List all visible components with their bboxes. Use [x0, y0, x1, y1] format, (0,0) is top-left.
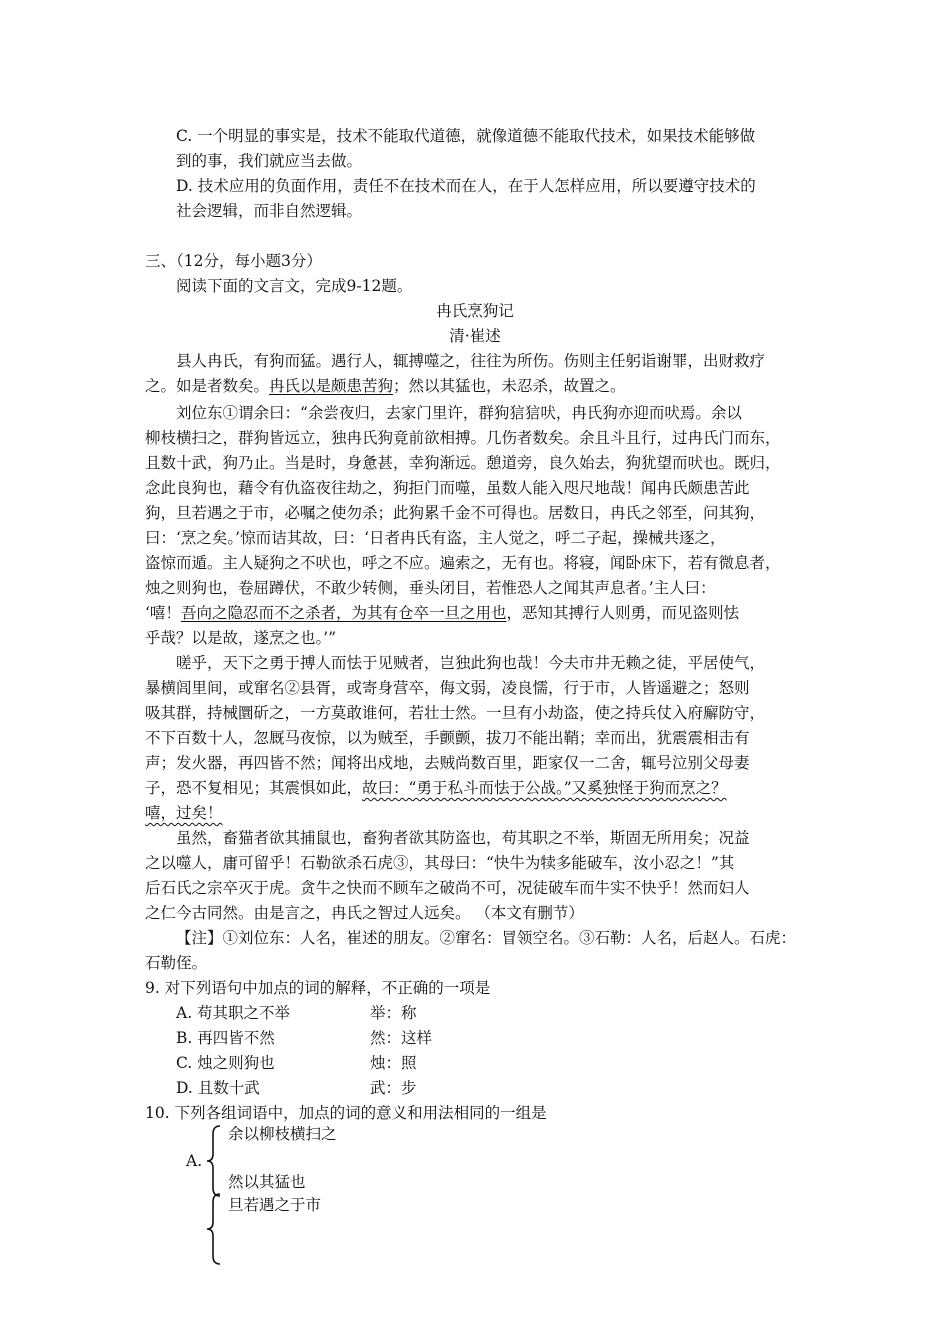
passage-line: 曰：‘烹之矣。’惊而诘其故，曰：‘日者冉氏有盗，主人觉之，呼二子起，操械共逐之，: [145, 529, 726, 547]
passage-line: 暴横闾里间，或窜名②县胥，或寄身营卒，侮文弱，凌良懦，行于市，人皆遥避之；怒则: [145, 679, 750, 697]
passage-line: 念此良狗也，藉令有仇盗夜往劫之，狗拒门而噬，虽数人能入咫尺地哉！闻冉氏颇患苦此: [145, 479, 750, 497]
footnote-line: 石勒侄。: [145, 954, 208, 972]
choice-c-line2: 到的事，我们就应当去做。: [176, 152, 363, 170]
passage-title: 冉氏烹狗记: [436, 302, 514, 320]
option-gloss: 烛：照: [370, 1054, 417, 1072]
passage-text: ，恶知其搏行人则勇，而见盗则怯: [506, 604, 739, 622]
wavy-underlined-sentence: 故曰：“勇于私斗而怯于公战。”又奚独怪于狗而烹之？: [362, 779, 727, 797]
option-gloss: 武：步: [370, 1079, 417, 1097]
passage-line: [145, 602, 739, 624]
option-gloss: 举：称: [370, 1004, 417, 1022]
question-10-a-top: 余以柳枝横扫之: [228, 1125, 337, 1143]
passage-line: 后石氏之宗卒灭于虎。贪牛之快而不顾车之破尚不可，况徒破车而牛实不快乎！然而妇人: [145, 879, 750, 897]
passage-line: 嗟乎，天下之勇于搏人而怯于见贼者，岂独此狗也哉！今夫市井无赖之徒，平居使气，: [176, 654, 766, 672]
passage-text: ；然以其猛也，未忍杀，故置之。: [393, 377, 626, 395]
option-sentence: A. 苟其职之不举: [176, 1004, 291, 1022]
option-sentence: D. 且数十武: [176, 1079, 260, 1097]
passage-line: 不下百数十人，忽厩马夜惊，以为贼至，手颤颤，拔刀不能出鞘；幸而出，犹震震相击有: [145, 729, 750, 747]
section-heading: 三、（12分，每小题3分）: [145, 252, 322, 270]
passage-line: 柳枝横扫之，群狗皆远立，独冉氏狗竟前欲相搏。几伤者数矣。余且斗且行，过冉氏门而东，: [145, 429, 781, 447]
passage-text: 之。如是者数矣。: [145, 377, 270, 395]
question-10-b-top: 旦若遇之于市: [228, 1196, 322, 1214]
passage-line: 吸其群，持械圜斫之，一方莫敢谁何，若壮士然。一旦有小劫盗，使之持兵仗入府廨防守，: [145, 704, 766, 722]
passage-line: 烛之则狗也，卷屈蹲伏，不敢少转侧，垂头闭目，若惟恐人之闻其声息者。’主人曰：: [145, 579, 716, 597]
choice-c-line1: C. 一个明显的事实是，技术不能取代道德，就像道德不能取代技术，如果技术能够做: [176, 127, 756, 145]
passage-line: 且数十武，狗乃止。当是时，身惫甚，幸狗渐远。憩道旁，良久始去，狗犹望而吠也。既归，: [145, 454, 781, 472]
underlined-sentence: 冉氏以是颇患苦狗: [269, 377, 394, 395]
question-10-a-bottom: 然以其猛也: [228, 1173, 306, 1191]
option-gloss: 然：这样: [370, 1029, 433, 1047]
passage-line: [145, 375, 626, 397]
passage-author: 清·崔述: [449, 327, 501, 345]
choice-d-line2: 社会逻辑，而非自然逻辑。: [176, 202, 363, 220]
wavy-underlined-sentence: 嘻，过矣！: [145, 804, 223, 822]
question-9-stem: 9. 对下列语句中加点的词的解释，不正确的一项是: [145, 979, 491, 997]
passage-line: 之以噬人，庸可留乎！石勒欲杀石虎③，其母曰：“快牛为犊多能破车，汝小忍之！”其: [145, 854, 735, 872]
passage-text: ‘嘻！: [145, 604, 181, 622]
underlined-sentence: 吾向之隐忍而不之杀者，为其有仓卒一旦之用也: [180, 604, 507, 622]
passage-line: 狗，旦若遇之于市，必嘱之使勿杀；此狗累千金不可得也。居数日，冉氏之邻至，问其狗，: [145, 504, 766, 522]
question-10-stem: 10. 下列各组词语中，加点的词的意义和用法相同的一组是: [145, 1104, 547, 1122]
section-instruction: 阅读下面的文言文，完成9-12题。: [176, 277, 413, 295]
passage-line: [145, 777, 727, 799]
choice-d-line1: D. 技术应用的负面作用，责任不在技术而在人，在于人怎样应用，所以要遵守技术的: [176, 177, 756, 195]
passage-line: 盗惊而遁。主人疑狗之不吠也，呼之不应。遍索之，无有也。将寝，闻卧床下，若有微息者，: [145, 554, 781, 572]
passage-line: 乎哉？以是故，遂烹之也。’”: [145, 629, 337, 647]
passage-text: 子，恐不复相见；其震惧如此，: [145, 779, 363, 797]
passage-line: 声；发火器，再四皆不然；闻将出戍地，去贼尚数百里，距家仅一二舍，辄号泣别父母妻: [145, 754, 750, 772]
passage-line: 虽然，畜猫者欲其捕鼠也，畜狗者欲其防盗也，苟其职之不举，斯固无所用矣；况益: [176, 829, 750, 847]
option-sentence: C. 烛之则狗也: [176, 1054, 275, 1072]
passage-line: 刘位东①谓余曰：“余尝夜归，去家门里许，群狗狺狺吠，冉氏狗亦迎而吠焉。余以: [176, 404, 742, 422]
left-brace-icon: [205, 1124, 225, 1198]
left-brace-icon: [205, 1192, 225, 1266]
passage-line: [145, 802, 223, 824]
passage-line: 之仁今古同然。由是言之，冉氏之智过人远矣。 （本文有删节）: [145, 904, 584, 922]
footnote-line: 【注】①刘位东：人名，崔述的朋友。②窜名：冒领空名。③石勒：人名，后赵人。石虎：: [176, 929, 797, 947]
option-sentence: B. 再四皆不然: [176, 1029, 275, 1047]
passage-line: 县人冉氏，有狗而猛。遇行人，辄搏噬之，往往为所伤。伤则主任躬诣谢罪，出财救疗: [176, 352, 766, 370]
question-10-option-a-label: A.: [186, 1152, 203, 1170]
